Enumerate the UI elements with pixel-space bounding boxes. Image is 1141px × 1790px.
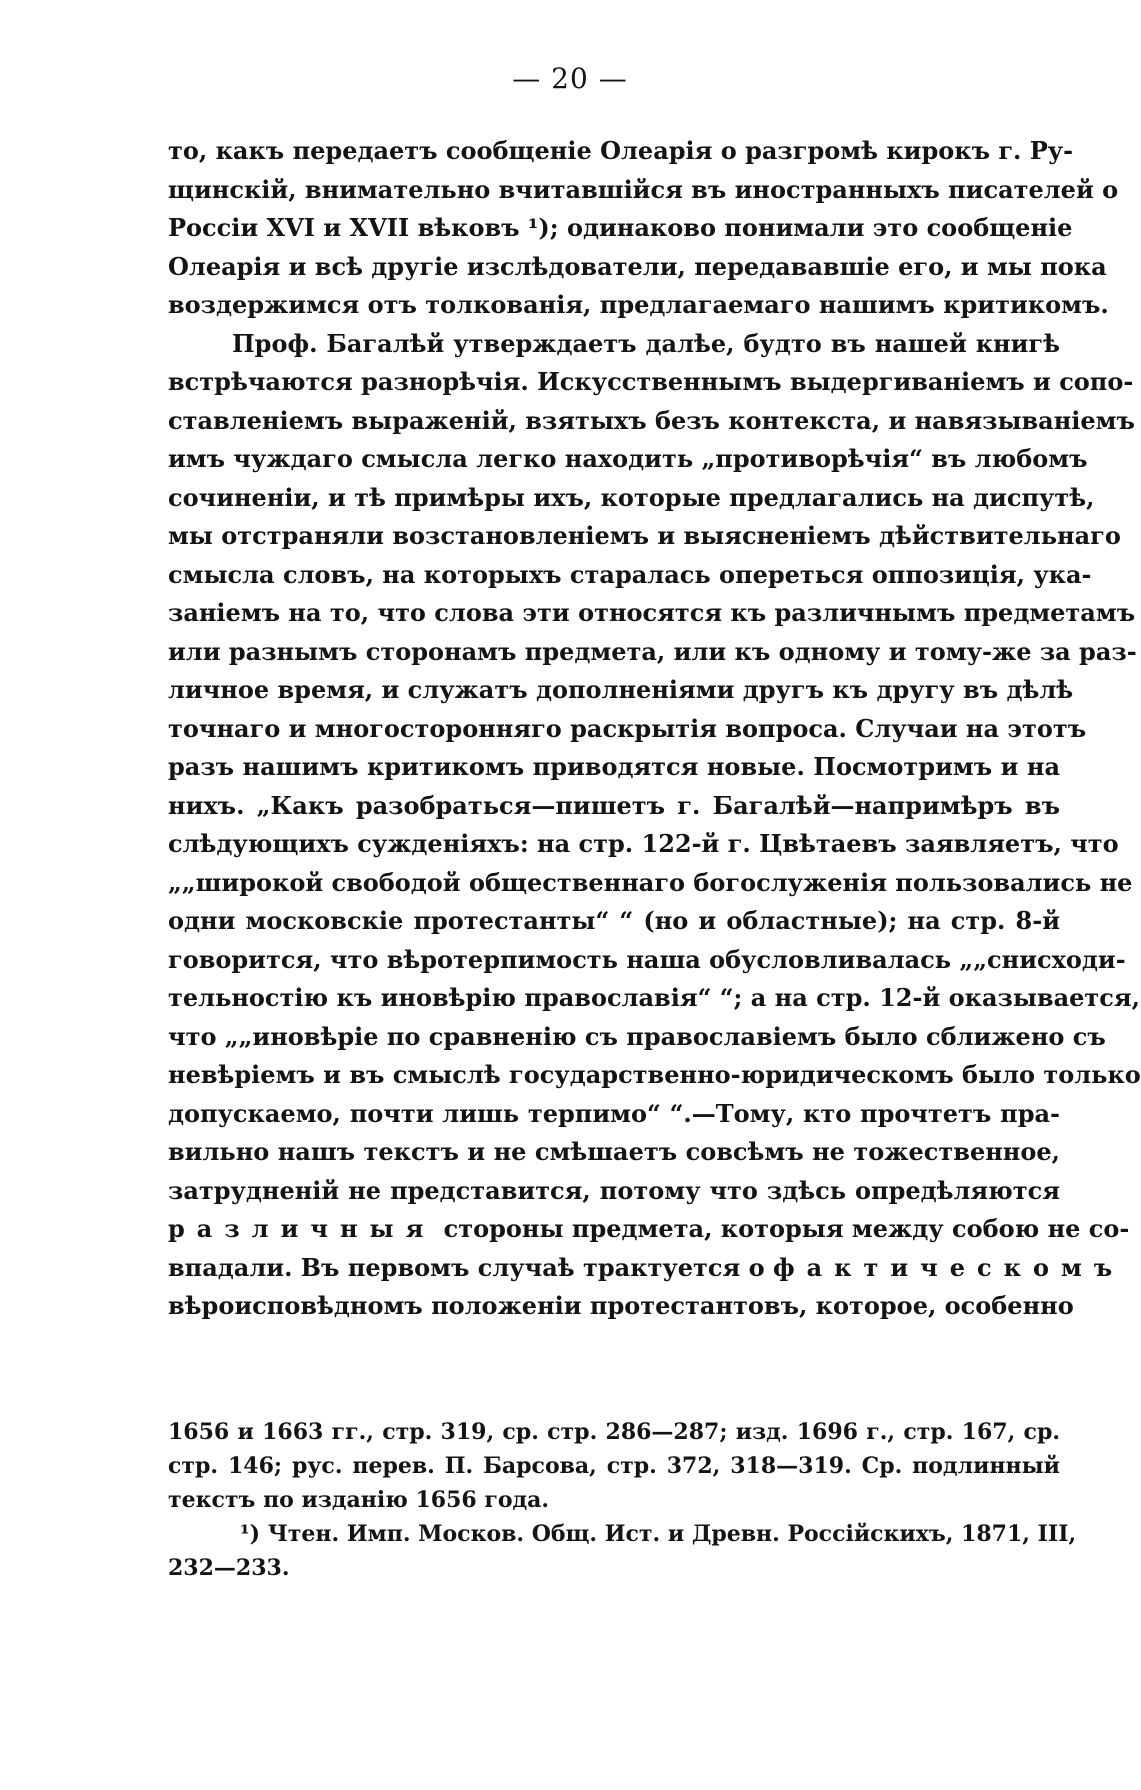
text-line: заніемъ на то, что слова эти относятся къ различнымъ предметамъ (168, 598, 1136, 627)
text-line: что „„иновѣріе по сравненію съ православіемъ было сближено съ (168, 1021, 1106, 1051)
spaced-word: фактическомъ (772, 1252, 1125, 1282)
footnote-line: текстъ по изданію 1656 года. (168, 1487, 550, 1513)
text-line: нихъ. „Какъ разобраться—пишетъ г. Багалѣй—напримѣръ въ (168, 790, 1060, 820)
text-line: ставленіемъ выраженій, взятыхъ безъ контекста, и навязываніемъ (168, 405, 1135, 435)
text-line: или разнымъ сторонамъ предмета, или къ одному и тому-же за раз- (168, 636, 1137, 666)
text-line: смысла словъ, на которыхъ старалась опереться оппозиція, ука- (168, 559, 1092, 589)
text-line: затрудненій не представится, потому что здѣсь опредѣляются (168, 1175, 1060, 1205)
text-line: невѣріемъ и въ смыслѣ государственно-юридическомъ было только (168, 1060, 1141, 1089)
text-line: Россіи XVI и XVII вѣковъ ¹); одинаково понимали это сообщеніе (168, 213, 1073, 242)
text-line: слѣдующихъ сужденіяхъ: на стр. 122-й г. Цвѣтаевъ заявляетъ, что (168, 829, 1119, 858)
page-number: — 20 — (512, 62, 628, 95)
text-line: „„широкой свободой общественнаго богослуженія пользовались не (168, 867, 1133, 897)
text-line (168, 1210, 1130, 1249)
spaced-word: различныя (168, 1214, 436, 1243)
text-line: допускаемо, почти лишь терпимо“ “.—Тому, кто прочтетъ пра- (168, 1098, 1060, 1128)
text-line: щинскій, внимательно вчитавшійся въ иностранныхъ писателей о (168, 174, 1119, 204)
text-line: вѣроисповѣдномъ положеніи протестантовъ, которое, особенно (168, 1291, 1074, 1320)
text-line: воздержимся отъ толкованія, предлагаемаго нашимъ критикомъ. (168, 290, 1109, 319)
text-line: вильно нашъ текстъ и не смѣшаетъ совсѣмъ не тожественное, (168, 1137, 1060, 1166)
text-line (168, 1249, 1125, 1288)
main-text (168, 132, 1141, 1326)
text-line: разъ нашимъ критикомъ приводятся новые. Посмотримъ и на (168, 752, 1060, 781)
text-line: тельностію къ иновѣрію православія“ “; а на стр. 12-й оказывается, (168, 983, 1140, 1012)
footnote-line: стр. 146; рус. перев. П. Барсова, стр. 372, 318—319. Ср. подлинный (168, 1453, 1060, 1479)
footnote-line: ¹) Чтен. Имп. Москов. Общ. Ист. и Древн. Россійскихъ, 1871, III, (240, 1521, 1077, 1547)
text-line: встрѣчаются разнорѣчія. Искусственнымъ выдергиваніемъ и сопо- (168, 367, 1134, 396)
text-line: точнаго и многосторонняго раскрытія вопроса. Случаи на этотъ (168, 713, 1087, 743)
footnote-line: 232—233. (168, 1555, 290, 1581)
text-line: говорится, что вѣротерпимость наша обусловливалась „„снисходи- (168, 944, 1126, 974)
text-line: мы отстраняли возстановленіемъ и выясненіемъ дѣйствительнаго (168, 521, 1121, 550)
text-line: то, какъ передаетъ сообщеніе Олеарія о разгромѣ кирокъ г. Ру- (168, 136, 1074, 165)
text-line: сочиненіи, и тѣ примѣры ихъ, которые предлагались на диспутѣ, (168, 482, 1095, 512)
text-line: одни московскіе протестанты“ “ (но и областные); на стр. 8-й (168, 906, 1060, 935)
text-line: личное время, и служатъ дополненіями другъ къ другу въ дѣлѣ (168, 675, 1074, 704)
paragraph-start-line: Проф. Багалѣй утверждаетъ далѣе, будто въ нашей книгѣ (232, 328, 1060, 358)
text-line: имъ чуждаго смысла легко находить „противорѣчія“ въ любомъ (168, 444, 1088, 473)
footnote-line: 1656 и 1663 гг., стр. 319, ср. стр. 286—287; изд. 1696 г., стр. 167, ср. (168, 1419, 1060, 1445)
text-line-start: впадали. Въ первомъ случаѣ трактуется о (168, 1252, 773, 1282)
text-line: Олеарія и всѣ другіе изслѣдователи, передававшіе его, и мы пока (168, 251, 1107, 281)
text-line-rest: стороны предмета, которыя между собою не со- (435, 1214, 1130, 1243)
footnotes (168, 1415, 1077, 1585)
